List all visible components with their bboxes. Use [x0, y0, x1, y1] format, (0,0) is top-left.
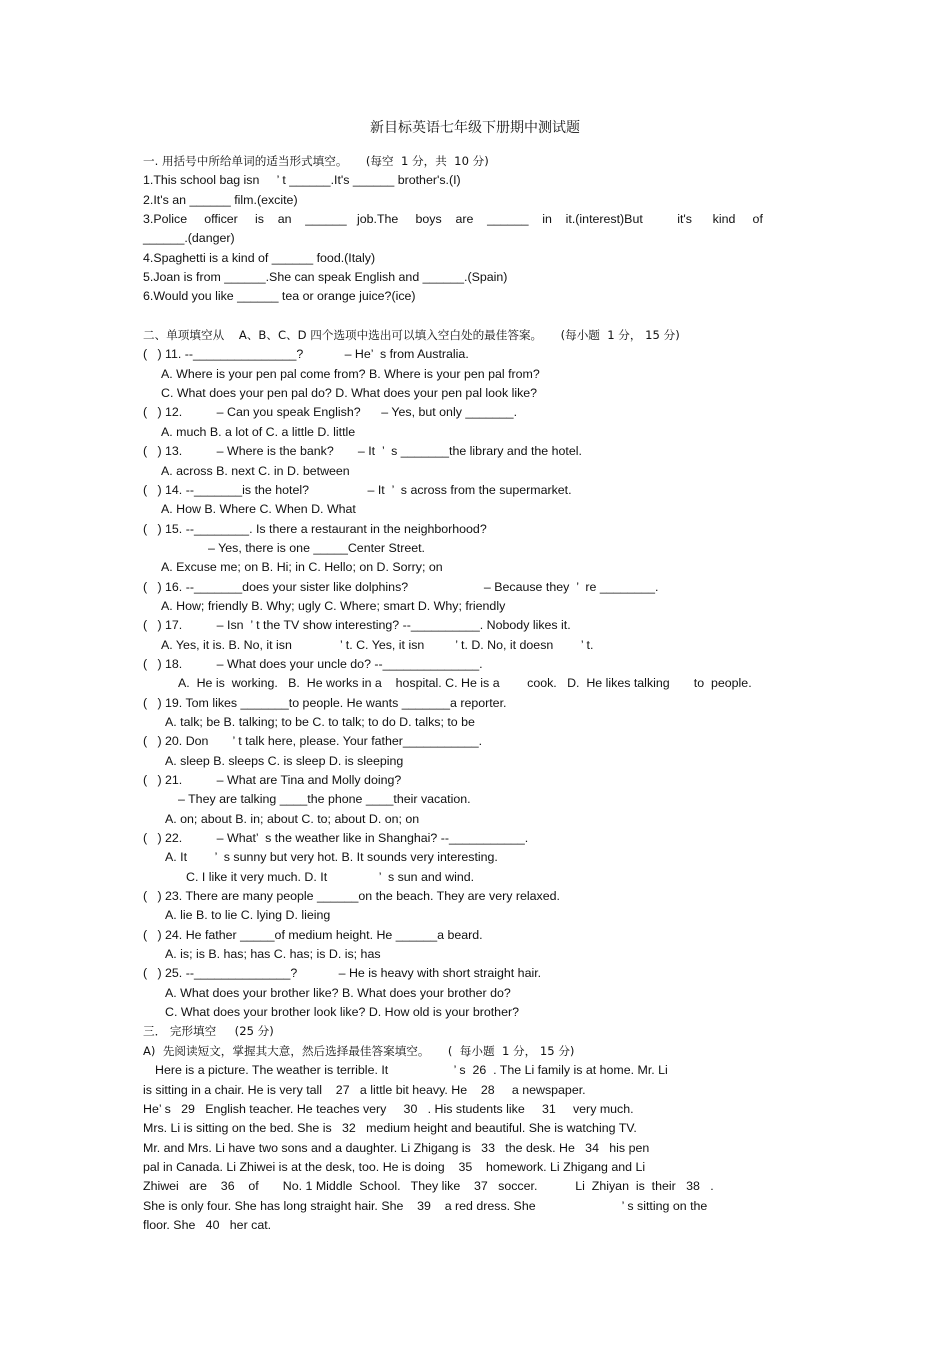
text-line: ( ) 18. – What does your uncle do? --______________.	[143, 656, 483, 671]
text-line: 2.It's an ______ film.(excite)	[143, 192, 298, 207]
text-line: A. on; about B. in; about C. to; about D. on; on	[165, 811, 420, 826]
text-line: She is only four. She has long straight hair. She 39 a red dress. She ’ s sitting on the	[143, 1198, 708, 1213]
text-line: ______.(danger)	[143, 231, 235, 246]
text-line: He’ s 29 English teacher. He teaches very 30 . His students like 31 very much.	[143, 1101, 634, 1116]
text-line: A. How B. Where C. When D. What	[161, 502, 356, 517]
text-line: A. Excuse me; on B. Hi; in C. Hello; on D. Sorry; on	[161, 560, 443, 575]
text-line: ( ) 25. --______________? – He is heavy with short straight hair.	[143, 966, 542, 981]
text-line: A. sleep B. sleeps C. is sleep D. is sleeping	[165, 753, 404, 768]
text-line: A. Yes, it is. B. No, it isn ’ t. C. Yes, it isn ’ t. D. No, it doesn ’ t.	[161, 637, 594, 652]
text-line: A. How; friendly B. Why; ugly C. Where; smart D. Why; friendly	[161, 598, 506, 613]
text-line: Mrs. Li is sitting on the bed. She is 32 medium height and beautiful. She is watching TV.	[143, 1121, 637, 1136]
text-line: ( ) 23. There are many people ______on the beach. They are very relaxed.	[143, 889, 560, 904]
text-line: C. What does your brother look like? D. How old is your brother?	[165, 1005, 519, 1020]
text-line: is sitting in a chair. He is very tall 27 a little bit heavy. He 28 a newspaper.	[143, 1082, 586, 1097]
text-line: ( ) 20. Don ’ t talk here, please. Your father___________.	[143, 734, 483, 749]
section-heading: 二、单项填空从 A、B、C、D 四个选项中选出可以填入空白处的最佳答案。 (每小题 1 分， 15 分)	[143, 328, 680, 343]
text-line: 6.Would you like ______ tea or orange juice?(ice)	[143, 289, 416, 304]
text-line: ( ) 11. --_______________? – He’ s from Australia.	[143, 347, 469, 362]
text-line: A. across B. next C. in D. between	[161, 463, 350, 478]
text-line: C. I like it very much. D. It ’ s sun and wind.	[186, 869, 475, 884]
exam-content	[143, 152, 807, 1235]
text-line: A. It ’ s sunny but very hot. B. It sounds very interesting.	[165, 850, 498, 865]
text-line: Zhiwei are 36 of No. 1 Middle School. They like 37 soccer. Li Zhiyan is their 38 .	[143, 1179, 714, 1194]
page-title: 新目标英语七年级下册期中测试题	[370, 120, 580, 136]
text-line: ( ) 14. --_______is the hotel? – It ’ s across from the supermarket.	[143, 482, 572, 497]
text-line: 1.This school bag isn ’ t ______.It's ______ brother's.(I)	[143, 173, 461, 188]
text-line: A. Where is your pen pal come from? B. Where is your pen pal from?	[161, 366, 540, 381]
text-line: ( ) 22. – What’ s the weather like in Shanghai? --___________.	[143, 831, 529, 846]
text-line: A. What does your brother like? B. What does your brother do?	[165, 985, 511, 1000]
text-line: C. What does your pen pal do? D. What does your pen pal look like?	[161, 386, 538, 401]
text-line: ( ) 19. Tom likes _______to people. He wants _______a reporter.	[143, 695, 507, 710]
text-line: ( ) 12. – Can you speak English? – Yes, but only _______.	[143, 405, 518, 420]
text-line: 3.Police officer is an ______ job.The boys are ______ in it.(interest)But it's kind of	[143, 212, 763, 227]
text-line: A. He is working. B. He works in a hospital. C. He is a cook. D. He likes talking to people.	[178, 676, 752, 691]
text-line: Mr. and Mrs. Li have two sons and a daughter. Li Zhigang is 33 the desk. He 34 his pen	[143, 1140, 650, 1155]
text-line: ( ) 16. --_______does your sister like dolphins? – Because they ’ re ________.	[143, 579, 659, 594]
text-line: – They are talking ____the phone ____their vacation.	[178, 792, 471, 807]
text-line: ( ) 24. He father _____of medium height. He ______a beard.	[143, 927, 483, 942]
text-line: Here is a picture. The weather is terrible. It ’ s 26 . The Li family is at home. Mr. Li	[155, 1063, 668, 1078]
text-line: floor. She 40 her cat.	[143, 1217, 272, 1232]
text-line: A. lie B. to lie C. lying D. lieing	[165, 908, 331, 923]
text-line: ( ) 15. --________. Is there a restaurant in the neighborhood?	[143, 521, 487, 536]
text-line: ( ) 17. – Isn ’ t the TV show interesting? --__________. Nobody likes it.	[143, 618, 571, 633]
text-line: A. talk; be B. talking; to be C. to talk; to do D. talks; to be	[165, 714, 475, 729]
section-heading: 三． 完形填空 (25 分)	[143, 1024, 274, 1039]
text-line: – Yes, there is one _____Center Street.	[208, 540, 425, 555]
text-line: A. much B. a lot of C. a little D. little	[161, 424, 356, 439]
text-line: 4.Spaghetti is a kind of ______ food.(Italy)	[143, 250, 376, 265]
text-line: ( ) 13. – Where is the bank? – It ’ s _______the library and the hotel.	[143, 444, 582, 459]
section-heading: 一. 用括号中所给单词的适当形式填空。 (每空 1 分，共 10 分)	[143, 154, 489, 168]
section-heading: A) 先阅读短文，掌握其大意，然后选择最佳答案填空。 ( 每小题 1 分， 15 分)	[143, 1043, 575, 1058]
text-line	[143, 307, 807, 326]
text-line: ( ) 21. – What are Tina and Molly doing?	[143, 773, 402, 787]
text-line: pal in Canada. Li Zhiwei is at the desk, too. He is doing 35 homework. Li Zhigang and Li	[143, 1159, 646, 1174]
text-line: 5.Joan is from ______.She can speak English and ______.(Spain)	[143, 270, 508, 285]
text-line: A. is; is B. has; has C. has; is D. is; has	[165, 947, 381, 962]
